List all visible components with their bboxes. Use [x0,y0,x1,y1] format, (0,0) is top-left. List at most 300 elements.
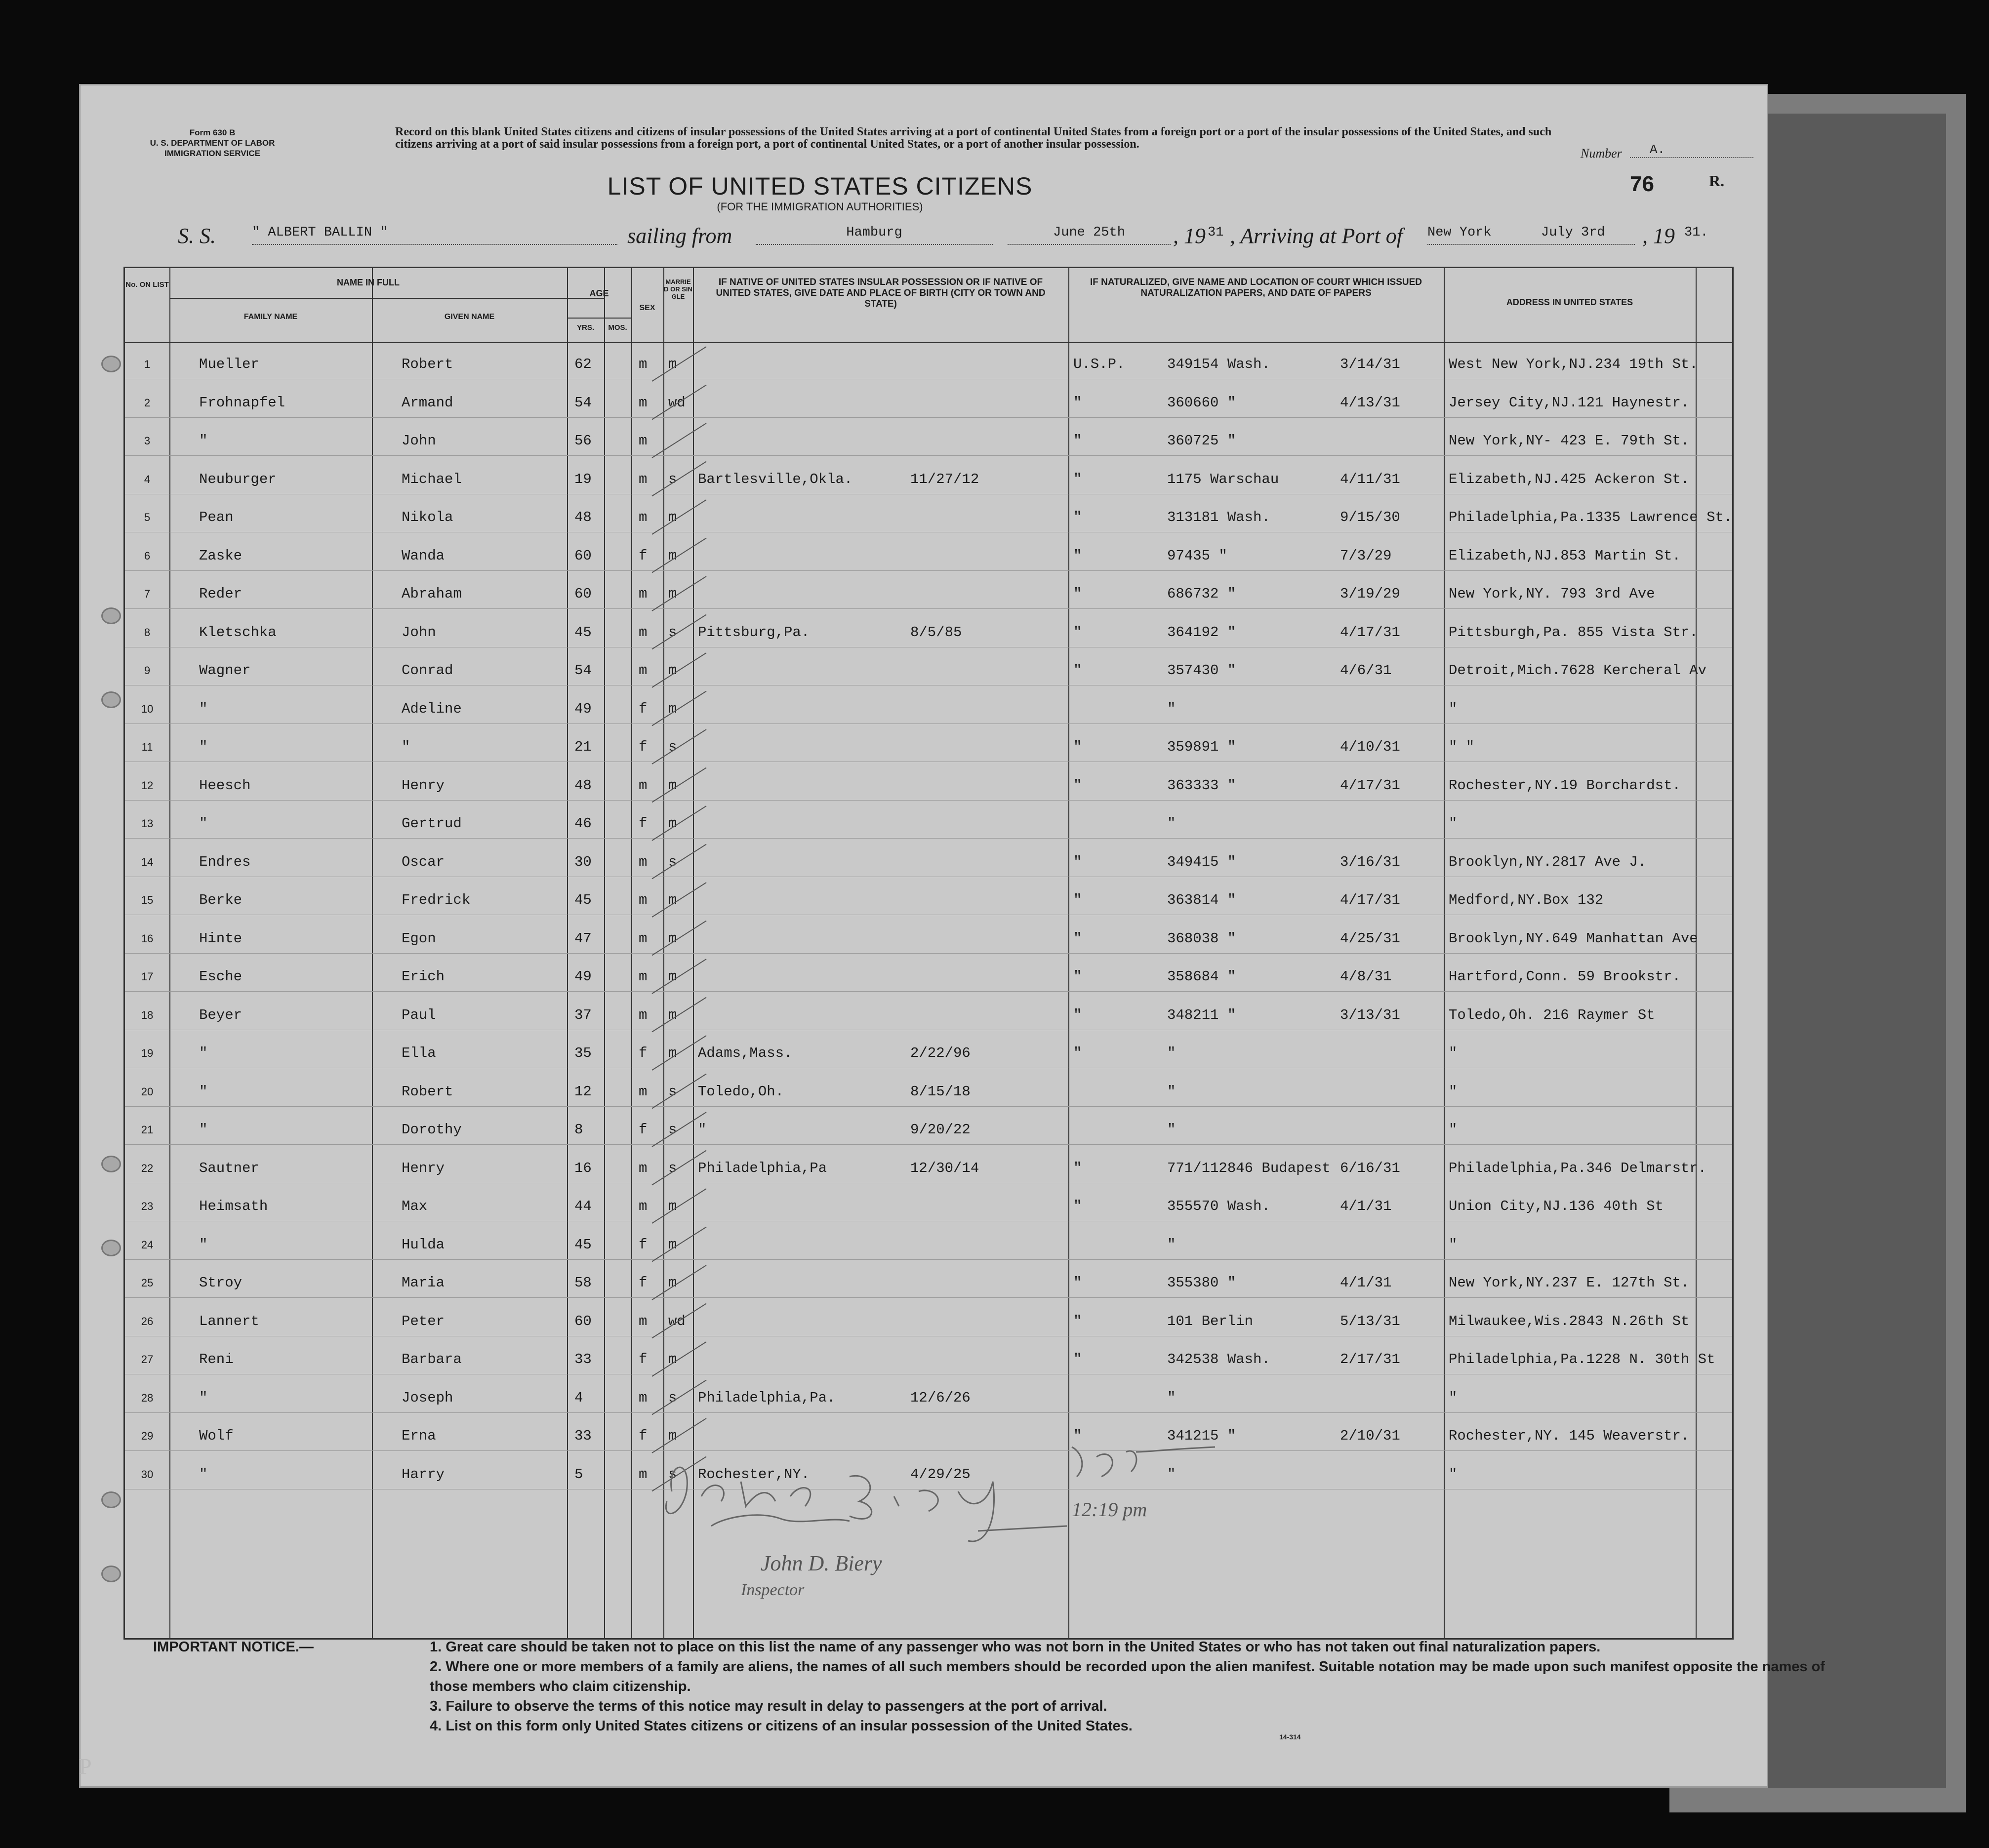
row-number: 3 [144,435,151,447]
check-mark [652,1074,706,1109]
cell-ms: m [668,1428,677,1444]
header-given-name: GIVEN NAME [444,313,495,321]
cell-bplace: Bartlesville,Okla. [698,471,853,487]
cell-yrs: 47 [574,930,592,947]
cell-bdate: 4/29/25 [910,1466,971,1483]
cell-address: Brooklyn,NY.2817 Ave J. [1449,853,1647,870]
cell-nat-date: 3/16/31 [1340,853,1400,870]
cell-ms: m [668,815,677,832]
cell-yrs: 54 [574,394,592,411]
cell-nat-no: 348211 " [1167,1006,1236,1023]
binder-hole [101,1156,121,1172]
cell-sex: f [639,815,648,832]
cell-nat-court: " [1073,471,1082,487]
cell-ms: s [668,624,677,641]
sail-year: 31 [1208,225,1224,240]
cell-ms: m [668,930,677,947]
cell-given: Erna [402,1428,436,1444]
page-number: 76 [1630,172,1654,196]
cell-nat-no: 341215 " [1167,1428,1236,1444]
cell-nat-no: " [1167,1236,1176,1253]
cell-address: Jersey City,NJ.121 Haynestr. [1449,394,1690,411]
cell-nat-court: " [1073,586,1082,602]
check-mark [652,1151,706,1185]
row-number: 15 [141,894,154,906]
row-number: 26 [141,1315,154,1327]
cell-address: Pittsburgh,Pa. 855 Vista Str. [1449,624,1698,641]
cell-address: " [1449,1236,1458,1253]
notice-item-2: 2. Where one or more members of a family are aliens, the names of all such members should be recorded upon the alien manifest. Suitable notation may be made upon such manifest opposite the names of those members who claim citizenship. [430,1659,1825,1694]
cell-ms: wd [668,394,686,411]
cell-given: Joseph [402,1389,453,1406]
cell-nat-court: " [1073,1313,1082,1329]
cell-family: Berke [199,892,243,908]
header-family-name: FAMILY NAME [244,313,298,321]
cell-given: " [402,739,410,755]
row-number: 2 [144,396,151,409]
check-mark [652,385,706,420]
cell-nat-court: " [1073,624,1082,641]
cell-nat-date: 4/17/31 [1340,777,1400,794]
cell-nat-court: " [1073,1428,1082,1444]
cell-nat-no: " [1167,1045,1176,1061]
row-number: 7 [144,588,151,600]
cell-sex: m [639,356,648,372]
number-label: Number [1581,146,1622,161]
arrival-port: New York [1427,225,1635,245]
cell-sex: m [639,777,648,794]
cell-bdate: 12/30/14 [910,1160,979,1176]
cell-yrs: 45 [574,1236,592,1253]
cell-nat-no: 349154 Wash. [1167,356,1270,372]
cell-nat-court: " [1073,394,1082,411]
cell-nat-date: 4/10/31 [1340,739,1400,755]
cell-nat-date: 2/10/31 [1340,1428,1400,1444]
cell-address: Rochester,NY.19 Borchardst. [1449,777,1681,794]
cell-family: Wagner [199,662,251,679]
cell-yrs: 58 [574,1275,592,1291]
cell-yrs: 49 [574,968,592,985]
signature-strokes [666,1447,1215,1541]
cell-nat-date: 5/13/31 [1340,1313,1400,1329]
page-suffix: R. [1709,172,1725,190]
cell-bdate: 12/6/26 [910,1389,971,1406]
cell-nat-date: 4/1/31 [1340,1198,1392,1214]
ss-label: S. S. [178,224,216,248]
cell-nat-no: 1175 Warschau [1167,471,1279,487]
row-number: 25 [141,1277,154,1289]
cell-bdate: 8/5/85 [910,624,962,641]
cell-bdate: 11/27/12 [910,471,979,487]
cell-given: John [402,624,436,641]
cell-given: Dorothy [402,1122,462,1138]
cell-yrs: 46 [574,815,592,832]
cell-ms: m [668,700,677,717]
cell-nat-no: 357430 " [1167,662,1236,679]
row-number: 30 [141,1468,154,1481]
row-number: 1 [144,358,151,370]
cell-nat-date: 4/1/31 [1340,1275,1392,1291]
binder-hole [101,1491,121,1508]
signature-title: Inspector [741,1581,805,1599]
cell-address: Medford,NY.Box 132 [1449,892,1604,908]
cell-family: " [199,1236,208,1253]
cell-nat-court: " [1073,1006,1082,1023]
row-number: 4 [144,473,151,485]
cell-ms: wd [668,1313,686,1329]
cell-nat-date: 3/13/31 [1340,1006,1400,1023]
cell-family: Neuburger [199,471,277,487]
cell-nat-date: 4/11/31 [1340,471,1400,487]
cell-nat-date: 9/15/30 [1340,509,1400,525]
cell-yrs: 62 [574,356,592,372]
cell-ms: m [668,509,677,525]
cell-address: Philadelphia,Pa.1228 N. 30th St [1449,1351,1715,1367]
cell-given: Nikola [402,509,453,525]
cell-sex: f [639,1351,648,1367]
cell-nat-court: " [1073,509,1082,525]
cell-yrs: 56 [574,433,592,449]
cell-bdate: 9/20/22 [910,1122,971,1138]
cell-address: New York,NY. 793 3rd Ave [1449,586,1655,602]
cell-ms: m [668,1351,677,1367]
check-mark [652,615,706,649]
check-mark [652,883,706,917]
cell-address: Union City,NJ.136 40th St [1449,1198,1664,1214]
row-number: 17 [141,970,154,983]
cell-nat-date: 2/17/31 [1340,1351,1400,1367]
check-mark [652,1304,706,1338]
cell-sex: m [639,1389,648,1406]
cell-address: New York,NY.237 E. 127th St. [1449,1275,1690,1291]
cell-yrs: 48 [574,777,592,794]
cell-sex: m [639,892,648,908]
cell-family: " [199,700,208,717]
cell-family: Sautner [199,1160,259,1176]
cell-address: Detroit,Mich.7628 Kercheral Av [1449,662,1707,679]
cell-family: Lannert [199,1313,259,1329]
cell-address: Hartford,Conn. 59 Brookstr. [1449,968,1681,985]
arrival-date: July 3rd [1541,225,1605,240]
row-number: 21 [141,1124,154,1136]
cell-address: Toledo,Oh. 216 Raymer St [1449,1006,1655,1023]
check-mark [652,959,706,994]
cell-sex: m [639,509,648,525]
row-number: 11 [141,741,153,753]
cell-given: Ella [402,1045,436,1061]
cell-address: " [1449,815,1458,832]
cell-yrs: 12 [574,1083,592,1100]
row-number: 19 [141,1047,154,1059]
cell-nat-court: " [1073,853,1082,870]
cell-nat-date: 3/19/29 [1340,586,1400,602]
cell-sex: m [639,394,648,411]
notice-lead: IMPORTANT NOTICE.— [153,1639,314,1655]
row-number: 27 [141,1353,154,1366]
cell-yrs: 4 [574,1389,583,1406]
year-prefix: , 19 [1173,224,1206,248]
cell-family: Mueller [199,356,259,372]
check-mark [652,347,706,381]
cell-family: Heesch [199,777,251,794]
cell-nat-no: 363814 " [1167,892,1236,908]
cell-nat-court: " [1073,968,1082,985]
cell-yrs: 49 [574,700,592,717]
cell-sex: m [639,471,648,487]
cell-nat-court: " [1073,547,1082,564]
check-mark [652,729,706,764]
cell-address: " [1449,1083,1458,1100]
check-mark [652,1112,706,1147]
cell-nat-no: " [1167,1083,1176,1100]
cell-given: Conrad [402,662,453,679]
cell-address: Elizabeth,NJ.425 Ackeron St. [1449,471,1690,487]
cell-sex: f [639,1045,648,1061]
cell-ms: s [668,853,677,870]
cell-nat-court: " [1073,662,1082,679]
check-mark [652,538,706,573]
check-strokes [652,347,706,1491]
cell-sex: m [639,1083,648,1100]
cell-address: " [1449,1466,1458,1483]
cell-sex: f [639,700,648,717]
cell-given: Max [402,1198,428,1214]
cell-family: Zaske [199,547,243,564]
cell-family: Heimsath [199,1198,268,1214]
cell-nat-court: " [1073,1351,1082,1367]
notice-item-3: 3. Failure to observe the terms of this notice may result in delay to passengers at the port of arrival. [430,1698,1107,1714]
cell-yrs: 16 [574,1160,592,1176]
cell-nat-date: 7/3/29 [1340,547,1392,564]
footer-code: 14-314 [1279,1733,1301,1741]
cell-ms: s [668,739,677,755]
cell-given: Paul [402,1006,436,1023]
row-number: 5 [144,511,151,523]
cell-nat-no: " [1167,815,1176,832]
service: IMMIGRATION SERVICE [164,149,260,158]
cell-nat-no: 364192 " [1167,624,1236,641]
cell-nat-court: " [1073,1160,1082,1176]
check-mark [652,806,706,841]
cell-address: " [1449,1389,1458,1406]
cell-sex: m [639,1198,648,1214]
cell-bdate: 8/15/18 [910,1083,971,1100]
check-mark [652,768,706,803]
cell-ms: s [668,1083,677,1100]
cell-nat-no: 771/112846 Budapest [1167,1160,1331,1176]
cell-ms: m [668,968,677,985]
cell-address: Philadelphia,Pa.1335 Lawrence St. [1449,509,1733,525]
cell-nat-date: 4/17/31 [1340,892,1400,908]
cell-ms: m [668,356,677,372]
cell-yrs: 48 [574,509,592,525]
page-subtitle: (FOR THE IMMIGRATION AUTHORITIES) [717,201,923,213]
cell-nat-court: U.S.P. [1073,356,1125,372]
page-title: LIST OF UNITED STATES CITIZENS [607,172,1033,200]
cell-sex: f [639,547,648,564]
check-mark [652,691,706,726]
cell-given: Abraham [402,586,462,602]
cell-family: Stroy [199,1275,243,1291]
cell-nat-no: " [1167,1466,1176,1483]
cell-bdate: 2/22/96 [910,1045,971,1061]
cell-nat-no: " [1167,1122,1176,1138]
cell-bplace: Philadelphia,Pa. [698,1389,836,1406]
cell-nat-no: 358684 " [1167,968,1236,985]
cell-given: Egon [402,930,436,947]
cell-address: Elizabeth,NJ.853 Martin St. [1449,547,1681,564]
cell-yrs: 19 [574,471,592,487]
cell-nat-no: 355570 Wash. [1167,1198,1270,1214]
record-instructions: Record on this blank United States citizens and citizens of insular possessions of the United States arriving at a port of continental United States from a foreign port or a port of the insular possessions of the United States, and such citizens arriving at a port of said insular possessions from a foreign port, a port of continental United States, or a port of another insular possession. [395,125,1552,151]
check-mark [652,576,706,611]
cell-ms: s [668,1389,677,1406]
notice-item-4: 4. List on this form only United States citizens or citizens of an insular possession of the United States. [430,1718,1133,1734]
cell-sex: f [639,1236,648,1253]
check-mark [652,423,706,458]
header-married: MARRIED OR SINGLE [664,278,692,300]
cell-nat-no: 355380 " [1167,1275,1236,1291]
manifest-sheet [79,84,1825,1788]
cell-nat-court: " [1073,1198,1082,1214]
cell-given: Armand [402,394,453,411]
cell-sex: m [639,1160,648,1176]
row-number: 20 [141,1085,154,1098]
cell-ms: m [668,1006,677,1023]
ship-line: S. S. " ALBERT BALLIN " sailing from Hamburg June 25th , 19 31 , Arriving at Port of New York July 3rd , 19 31. [79,223,1768,258]
check-mark [652,998,706,1032]
cell-nat-court: " [1073,1275,1082,1291]
cell-yrs: 44 [574,1198,592,1214]
cell-bplace: " [698,1122,707,1138]
check-mark [652,1265,706,1300]
cell-ms: m [668,586,677,602]
cell-sex: m [639,853,648,870]
check-mark [652,500,706,534]
cell-nat-date: 6/16/31 [1340,1160,1400,1176]
department: U. S. DEPARTMENT OF LABOR [150,138,275,148]
cell-yrs: 30 [574,853,592,870]
cell-yrs: 54 [574,662,592,679]
cell-family: Reni [199,1351,234,1367]
row-number: 8 [144,626,151,639]
cell-address: Brooklyn,NY.649 Manhattan Ave [1449,930,1698,947]
cell-family: Endres [199,853,251,870]
cell-nat-court: " [1073,433,1082,449]
cell-given: Harry [402,1466,445,1483]
cell-given: Robert [402,1083,453,1100]
row-number: 24 [141,1238,154,1251]
row-number: 23 [141,1200,154,1212]
cell-yrs: 5 [574,1466,583,1483]
header-birth: IF NATIVE OF UNITED STATES INSULAR POSSESSION OR IF NATIVE OF UNITED STATES, GIVE DATE AND PLACE OF BIRTH (CITY OR TOWN AND STATE) [716,277,1046,309]
cell-address: New York,NY- 423 E. 79th St. [1449,433,1690,449]
check-mark [652,1227,706,1262]
row-number: 22 [141,1162,154,1174]
check-mark [652,462,706,496]
cell-sex: m [639,968,648,985]
binder-hole [101,607,121,624]
cell-nat-date: 3/14/31 [1340,356,1400,372]
check-mark [652,1380,706,1415]
cell-given: Peter [402,1313,445,1329]
cell-nat-court: " [1073,1045,1082,1061]
form-number: Form 630 B [189,128,236,137]
signature-name: John D. Biery [761,1551,882,1575]
cell-ms: m [668,662,677,679]
cell-yrs: 60 [574,547,592,564]
cell-address: " [1449,1122,1458,1138]
cell-given: Erich [402,968,445,985]
cell-yrs: 45 [574,892,592,908]
cell-given: Barbara [402,1351,462,1367]
cell-sex: m [639,930,648,947]
cell-yrs: 60 [574,586,592,602]
cell-nat-no: 363333 " [1167,777,1236,794]
cell-nat-date: 4/13/31 [1340,394,1400,411]
cell-family: " [199,815,208,832]
check-mark [652,1189,706,1223]
cell-nat-date: 4/8/31 [1340,968,1392,985]
check-mark [652,844,706,879]
cell-ms: s [668,471,677,487]
cell-yrs: 21 [574,739,592,755]
row-number: 29 [141,1430,154,1442]
cell-family: Pean [199,509,234,525]
header-address: ADDRESS IN UNITED STATES [1506,297,1633,307]
cell-family: Esche [199,968,243,985]
row-number: 14 [141,855,154,868]
binder-hole [101,356,121,372]
cell-family: " [199,433,208,449]
cell-family: " [199,739,208,755]
cell-nat-date: 4/25/31 [1340,930,1400,947]
cell-given: Robert [402,356,453,372]
binder-hole [101,691,121,708]
handwriting-layer [79,84,1768,1788]
cell-ms: m [668,1198,677,1214]
cell-family: Kletschka [199,624,277,641]
check-mark [652,1418,706,1453]
row-number: 10 [141,702,154,715]
header-mos: MOS. [608,323,627,332]
cell-sex: f [639,1122,648,1138]
cell-address: Rochester,NY. 145 Weaverstr. [1449,1428,1690,1444]
check-mark [652,653,706,687]
notice-item-1: 1. Great care should be taken not to place on this list the name of any passenger who was not born in the United States or who has not taken out final naturalization papers. [430,1639,1601,1655]
header-sex: SEX [639,304,655,312]
arrival-year: 31. [1684,225,1708,240]
row-number: 18 [141,1008,154,1021]
cell-nat-no: 342538 Wash. [1167,1351,1270,1367]
cell-address: West New York,NJ.234 19th St. [1449,356,1698,372]
cell-yrs: 60 [574,1313,592,1329]
header-naturalized: IF NATURALIZED, GIVE NAME AND LOCATION OF COURT WHICH ISSUED NATURALIZATION PAPERS, AND DATE OF PAPERS [1090,277,1422,298]
check-mark [652,1342,706,1376]
cell-nat-no: 686732 " [1167,586,1236,602]
cell-family: Reder [199,586,243,602]
cell-given: Henry [402,1160,445,1176]
header-name-in-full: NAME IN FULL [337,278,400,287]
cell-nat-no: " [1167,700,1176,717]
cell-nat-court: " [1073,777,1082,794]
cell-given: Adeline [402,700,462,717]
cell-bplace: Rochester,NY. [698,1466,810,1483]
cell-family: Beyer [199,1006,243,1023]
cell-family: Hinte [199,930,243,947]
cell-address: " [1449,1045,1458,1061]
cell-nat-date: 4/6/31 [1340,662,1392,679]
